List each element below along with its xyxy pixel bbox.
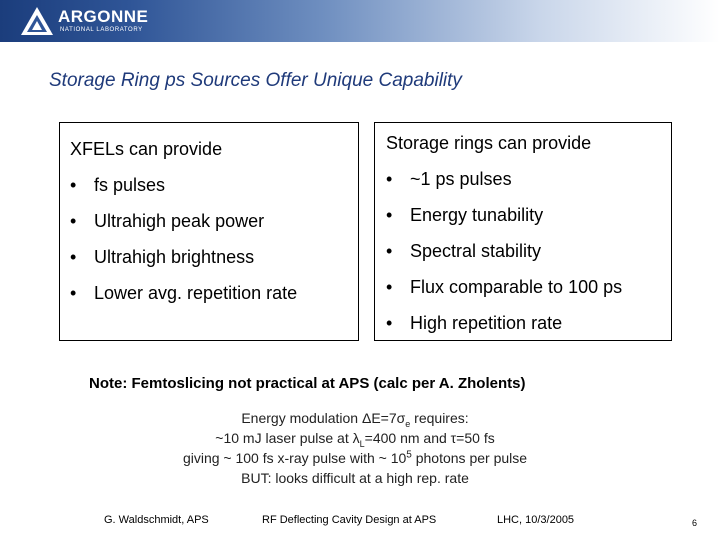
formula-line: ~10 mJ laser pulse at $\lambda_L=400$ nm and τ=50 fs: [215, 430, 495, 449]
logo-name: ARGONNE: [58, 7, 149, 26]
formula-line: Energy modulation $\Delta E=7\sigma_e$ requires:: [241, 410, 469, 429]
argonne-a-icon: [20, 6, 54, 36]
bullet: •: [386, 241, 393, 261]
footer-author: G. Waldschmidt, APS: [104, 514, 209, 526]
storage-ring-list: [386, 132, 622, 348]
xfel-list: [70, 138, 297, 318]
argonne-logo: [20, 4, 160, 38]
list-item: • High repetition rate: [386, 313, 563, 333]
footer-talk-title: RF Deflecting Cavity Design at APS: [262, 514, 437, 526]
bullet: •: [386, 205, 393, 225]
femtoslicing-note: Note: Femtoslicing not practical at APS (calc per A. Zholents): [89, 375, 526, 392]
list-item: • Spectral stability: [386, 241, 542, 261]
list-item: • Lower avg. repetition rate: [70, 283, 298, 303]
xfel-heading: XFELs can provide: [70, 139, 223, 159]
formula-line: giving ~ 100 fs x-ray pulse with ~ $10^5$ photons per pulse: [182, 449, 528, 466]
bullet: •: [70, 283, 77, 303]
formula-line: BUT: looks difficult at a high rep. rate: [241, 470, 469, 486]
bullet: •: [70, 211, 77, 231]
list-item: • ~1 ps pulses: [386, 169, 512, 189]
bullet: •: [70, 247, 77, 267]
bullet: •: [386, 169, 393, 189]
list-item: • Ultrahigh peak power: [70, 211, 265, 231]
list-item: • Energy tunability: [386, 205, 544, 225]
logo-subtitle: NATIONAL LABORATORY: [60, 27, 143, 33]
page-number: 6: [692, 518, 698, 528]
formula-block: [0, 408, 710, 488]
header-band: [0, 0, 720, 42]
footer-date: LHC, 10/3/2005: [497, 514, 575, 526]
slide-title: Storage Ring ps Sources Offer Unique Capability: [49, 70, 462, 91]
storage-ring-heading: Storage rings can provide: [386, 133, 592, 153]
list-item: • Ultrahigh brightness: [70, 247, 255, 267]
list-item: • Flux comparable to 100 ps: [386, 277, 623, 297]
bullet: •: [70, 175, 77, 195]
bullet: •: [386, 277, 393, 297]
bullet: •: [386, 313, 393, 333]
list-item: • fs pulses: [70, 175, 166, 195]
